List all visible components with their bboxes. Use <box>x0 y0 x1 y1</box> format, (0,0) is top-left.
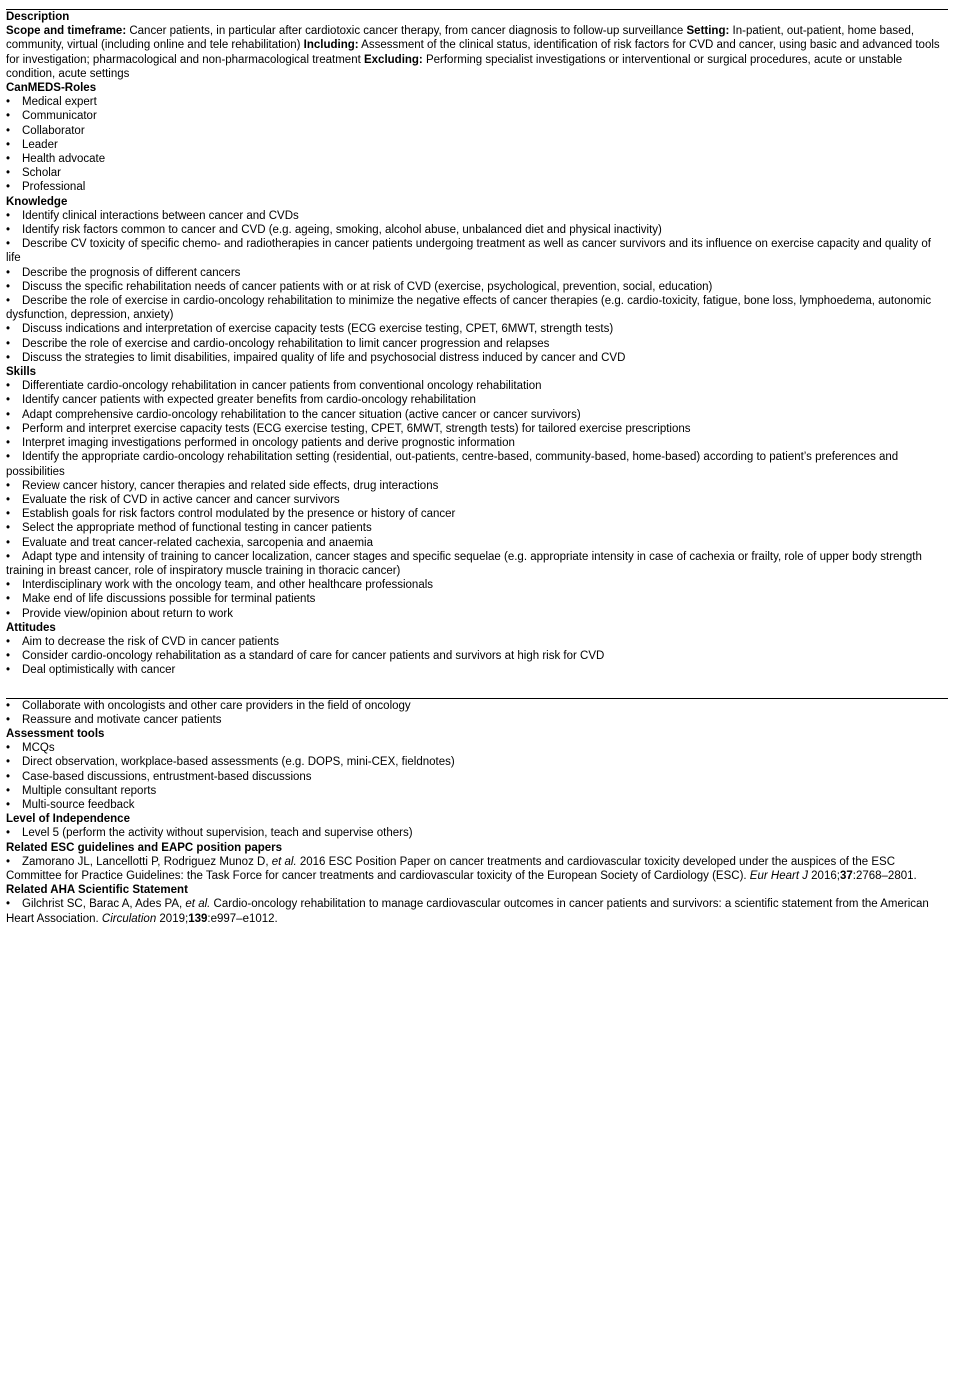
list-item-text: Adapt comprehensive cardio-oncology rehabilitation to the cancer situation (active cancer or cancer survivors) <box>22 408 581 421</box>
esc-section <box>6 841 948 884</box>
list-item-text: Identify clinical interactions between cancer and CVDs <box>22 209 299 222</box>
knowledge-heading: Knowledge <box>6 195 68 208</box>
bullet-marker: • <box>6 96 11 109</box>
description-heading: Description <box>6 11 70 23</box>
list-item <box>6 138 948 152</box>
list-item-text: Describe the role of exercise in cardio-oncology rehabilitation to minimize the negative effects of cancer therapies (e.g. cardio-toxicity, fatigue, bone loss, lymphoedema, autonomic dysfunction, depression, anxiety) <box>6 295 932 322</box>
setting-text: In-patient, out-patient, home based, community, virtual (including online and tele rehabilitation) <box>6 25 915 52</box>
canmeds-heading: CanMEDS-Roles <box>6 82 97 95</box>
attitudes-heading: Attitudes <box>6 621 56 634</box>
list-item-text: Make end of life discussions possible for terminal patients <box>22 593 316 606</box>
list-item-text: Multiple consultant reports <box>22 784 157 797</box>
list-item <box>6 337 948 351</box>
bullet-marker: • <box>6 209 11 222</box>
independence-list <box>6 826 948 840</box>
list-item-text: Case-based discussions, entrustment-based discussions <box>22 770 312 783</box>
bullet-marker: • <box>6 110 11 123</box>
list-item <box>6 450 948 478</box>
assessment-heading: Assessment tools <box>6 727 105 740</box>
attitudes-section <box>6 621 948 678</box>
esc-ref-pages: :2768–2801. <box>852 869 917 882</box>
bullet-marker: • <box>6 323 11 336</box>
list-item <box>6 109 948 123</box>
bullet-marker: • <box>6 607 11 620</box>
list-item <box>6 635 948 649</box>
bullet-marker: • <box>6 756 11 769</box>
bullet-marker: • <box>6 380 11 393</box>
bullet-marker: • <box>6 451 11 464</box>
list-item-text: Select the appropriate method of functional testing in cancer patients <box>22 522 372 535</box>
bullet-marker: • <box>6 295 11 308</box>
list-item-text: Differentiate cardio-oncology rehabilitation in cancer patients from conventional oncology rehabilitation <box>22 380 542 393</box>
list-item <box>6 521 948 535</box>
list-item <box>6 266 948 280</box>
list-item <box>6 322 948 336</box>
bullet-marker: • <box>6 713 11 726</box>
list-item <box>6 294 948 322</box>
list-item-text: Level 5 (perform the activity without supervision, teach and supervise others) <box>22 827 413 840</box>
bullet-marker: • <box>6 593 11 606</box>
list-item-text: Identify risk factors common to cancer and CVD (e.g. ageing, smoking, alcohol abuse, unbalanced diet and physical inactivity) <box>22 224 662 237</box>
attitudes-continued-section <box>6 699 948 727</box>
bullet-marker: • <box>6 266 11 279</box>
bullet-marker: • <box>6 181 11 194</box>
list-item <box>6 280 948 294</box>
description-section <box>6 10 948 81</box>
bullet-marker: • <box>6 550 11 563</box>
including-text: Assessment of the clinical status, identification of risk factors for CVD and cancer, using basic and advanced tools for investigation; pharmacological and non-pharmacological treatment <box>6 39 940 66</box>
including-label: Including: <box>303 39 359 52</box>
aha-ref-year: 2019; <box>156 912 189 925</box>
bullet-marker: • <box>6 124 11 137</box>
list-item-text: Health advocate <box>22 153 106 166</box>
list-item <box>6 379 948 393</box>
list-item <box>6 393 948 407</box>
list-item-text: Evaluate the risk of CVD in active cancer and cancer survivors <box>22 493 340 506</box>
esc-ref-title: 2016 ESC Position Paper on cancer treatments and cardiovascular toxicity developed under the auspices of the ESC Committee for Practice Guidelines: the Task Force for cancer treatments and cardiovascular toxicity of the European Society of Cardiology (ESC). <box>6 855 896 882</box>
list-item-text: Identify cancer patients with expected greater benefits from cardio-oncology rehabilitation <box>22 394 476 407</box>
independence-heading: Level of Independence <box>6 813 130 826</box>
list-item-text: Review cancer history, cancer therapies and related side effects, drug interactions <box>22 479 439 492</box>
aha-ref-etal: et al. <box>185 898 211 911</box>
attitudes-list <box>6 635 948 678</box>
excluding-text: Performing specialist investigations or interventional or surgical procedures, acute or unstable condition, acute settings <box>6 53 903 80</box>
bullet-marker: • <box>6 280 11 293</box>
esc-list <box>6 855 948 883</box>
list-item-text: Professional <box>22 181 86 194</box>
aha-ref-volume: 139 <box>188 912 208 925</box>
list-item <box>6 351 948 365</box>
list-item-text: Discuss the strategies to limit disabilities, impaired quality of life and psychosocial distress induced by cancer and CVD <box>22 351 626 364</box>
bullet-marker: • <box>6 153 11 166</box>
knowledge-section <box>6 195 948 365</box>
canmeds-list <box>6 95 948 194</box>
list-item-text: Deal optimistically with cancer <box>22 664 176 677</box>
list-item <box>6 550 948 578</box>
skills-section <box>6 365 948 621</box>
list-item <box>6 826 948 840</box>
bullet-marker: • <box>6 664 11 677</box>
bullet-marker: • <box>6 536 11 549</box>
setting-label: Setting: <box>686 25 730 38</box>
scope-label: Scope and timeframe: <box>6 25 127 38</box>
aha-heading: Related AHA Scientific Statement <box>6 884 188 897</box>
list-item-text: Scholar <box>22 167 61 180</box>
list-item <box>6 180 948 194</box>
list-item <box>6 95 948 109</box>
list-item <box>6 209 948 223</box>
bullet-marker: • <box>6 493 11 506</box>
bullet-marker: • <box>6 699 11 712</box>
bullet-marker: • <box>6 337 11 350</box>
list-item <box>6 408 948 422</box>
bullet-marker: • <box>6 522 11 535</box>
list-item <box>6 152 948 166</box>
list-item-text: Describe the prognosis of different cancers <box>22 266 241 279</box>
esc-heading: Related ESC guidelines and EAPC position papers <box>6 841 283 854</box>
list-item <box>6 649 948 663</box>
list-item <box>6 436 948 450</box>
list-item <box>6 592 948 606</box>
list-item-text: Establish goals for risk factors control modulated by the presence or history of cancer <box>22 508 456 521</box>
esc-ref-year: 2016; <box>807 869 840 882</box>
list-item-text: MCQs <box>22 742 55 755</box>
knowledge-list <box>6 209 948 365</box>
bullet-marker: • <box>6 898 11 911</box>
scope-text: Cancer patients, in particular after cardiotoxic cancer therapy, from cancer diagnosis to follow-up surveillance <box>126 25 687 38</box>
bullet-marker: • <box>6 138 11 151</box>
list-item-text: Multi-source feedback <box>22 798 135 811</box>
list-item-text: Interdisciplinary work with the oncology team, and other healthcare professionals <box>22 579 434 592</box>
description-paragraph <box>6 24 948 81</box>
aha-ref-title: Cardio-oncology rehabilitation to manage cardiovascular outcomes in cancer patients and survivors: a scientific statement from the American Heart Association. <box>6 898 929 925</box>
bullet-marker: • <box>6 635 11 648</box>
skills-heading: Skills <box>6 366 37 379</box>
list-item-text: Evaluate and treat cancer-related cachexia, sarcopenia and anaemia <box>22 536 373 549</box>
list-item <box>6 422 948 436</box>
aha-section <box>6 883 948 926</box>
list-item-text: Provide view/opinion about return to work <box>22 607 233 620</box>
document-page <box>6 0 948 926</box>
aha-list <box>6 897 948 925</box>
bullet-marker: • <box>6 650 11 663</box>
bullet-marker: • <box>6 798 11 811</box>
list-item-text: Describe CV toxicity of specific chemo- and radiotherapies in cancer patients undergoing treatment as well as cancer survivors and its influence on exercise capacity and quality of life <box>6 238 931 265</box>
bullet-marker: • <box>6 770 11 783</box>
bullet-marker: • <box>6 167 11 180</box>
list-item <box>6 663 948 677</box>
list-item-text: Perform and interpret exercise capacity tests (ECG exercise testing, CPET, 6MWT, strength tests) for tailored exercise prescriptions <box>22 422 691 435</box>
bullet-marker: • <box>6 408 11 421</box>
list-item <box>6 784 948 798</box>
list-item <box>6 493 948 507</box>
list-item <box>6 755 948 769</box>
bullet-marker: • <box>6 422 11 435</box>
list-item-text: Communicator <box>22 110 97 123</box>
aha-ref-authors: Gilchrist SC, Barac A, Ades PA, <box>22 898 186 911</box>
assessment-section <box>6 727 948 812</box>
list-item <box>6 798 948 812</box>
bullet-marker: • <box>6 394 11 407</box>
list-item <box>6 166 948 180</box>
skills-list <box>6 379 948 620</box>
list-item <box>6 770 948 784</box>
bullet-marker: • <box>6 508 11 521</box>
aha-ref-journal: Circulation <box>101 912 157 925</box>
list-item <box>6 507 948 521</box>
bullet-marker: • <box>6 224 11 237</box>
list-item-text: Leader <box>22 138 58 151</box>
bullet-marker: • <box>6 238 11 251</box>
aha-reference <box>6 897 948 925</box>
bullet-marker: • <box>6 579 11 592</box>
list-item <box>6 607 948 621</box>
list-item-text: Interpret imaging investigations performed in oncology patients and derive prognostic information <box>22 437 515 450</box>
list-item <box>6 479 948 493</box>
assessment-list <box>6 741 948 812</box>
aha-ref-pages: :e997–e1012. <box>207 912 278 925</box>
list-item-text: Medical expert <box>22 96 97 109</box>
canmeds-section <box>6 81 948 195</box>
list-item <box>6 536 948 550</box>
esc-reference <box>6 855 948 883</box>
esc-ref-journal: Eur Heart J <box>749 869 808 882</box>
list-item-text: Collaborate with oncologists and other care providers in the field of oncology <box>22 699 411 712</box>
bullet-marker: • <box>6 784 11 797</box>
esc-ref-volume: 37 <box>839 869 853 882</box>
independence-section <box>6 812 948 840</box>
excluding-label: Excluding: <box>363 53 423 66</box>
list-item <box>6 237 948 265</box>
attitudes-continued-list <box>6 699 948 727</box>
esc-ref-etal: et al. <box>271 855 297 868</box>
list-item-text: Identify the appropriate cardio-oncology rehabilitation setting (residential, out-patients, centre-based, community-based, home-based) according to patient’s preferences and possibilities <box>6 451 899 478</box>
list-item-text: Discuss indications and interpretation of exercise capacity tests (ECG exercise testing, CPET, 6MWT, strength tests) <box>22 323 614 336</box>
esc-ref-authors: Zamorano JL, Lancellotti P, Rodriguez Munoz D, <box>22 855 272 868</box>
list-item <box>6 223 948 237</box>
list-item <box>6 713 948 727</box>
list-item <box>6 124 948 138</box>
bullet-marker: • <box>6 827 11 840</box>
bullet-marker: • <box>6 437 11 450</box>
bullet-marker: • <box>6 479 11 492</box>
bullet-marker: • <box>6 742 11 755</box>
list-item-text: Consider cardio-oncology rehabilitation as a standard of care for cancer patients and survivors at high risk for CVD <box>22 650 605 663</box>
list-item-text: Adapt type and intensity of training to cancer localization, cancer stages and specific sequelae (e.g. appropriate intensity in case of cachexia or frailty, role of upper body strength training in breast cancer, role of inspiratory muscle training in thoracic cancer) <box>6 550 922 577</box>
list-item-text: Direct observation, workplace-based assessments (e.g. DOPS, mini-CEX, fieldnotes) <box>22 756 455 769</box>
list-item-text: Discuss the specific rehabilitation needs of cancer patients with or at risk of CVD (exercise, psychological, prevention, social, education) <box>22 280 713 293</box>
list-item-text: Collaborator <box>22 124 85 137</box>
list-item-text: Describe the role of exercise and cardio-oncology rehabilitation to limit cancer progression and relapses <box>22 337 550 350</box>
bullet-marker: • <box>6 855 11 868</box>
list-item <box>6 741 948 755</box>
list-item-text: Aim to decrease the risk of CVD in cancer patients <box>22 635 279 648</box>
list-item <box>6 578 948 592</box>
bullet-marker: • <box>6 351 11 364</box>
list-item <box>6 699 948 713</box>
list-item-text: Reassure and motivate cancer patients <box>22 713 222 726</box>
